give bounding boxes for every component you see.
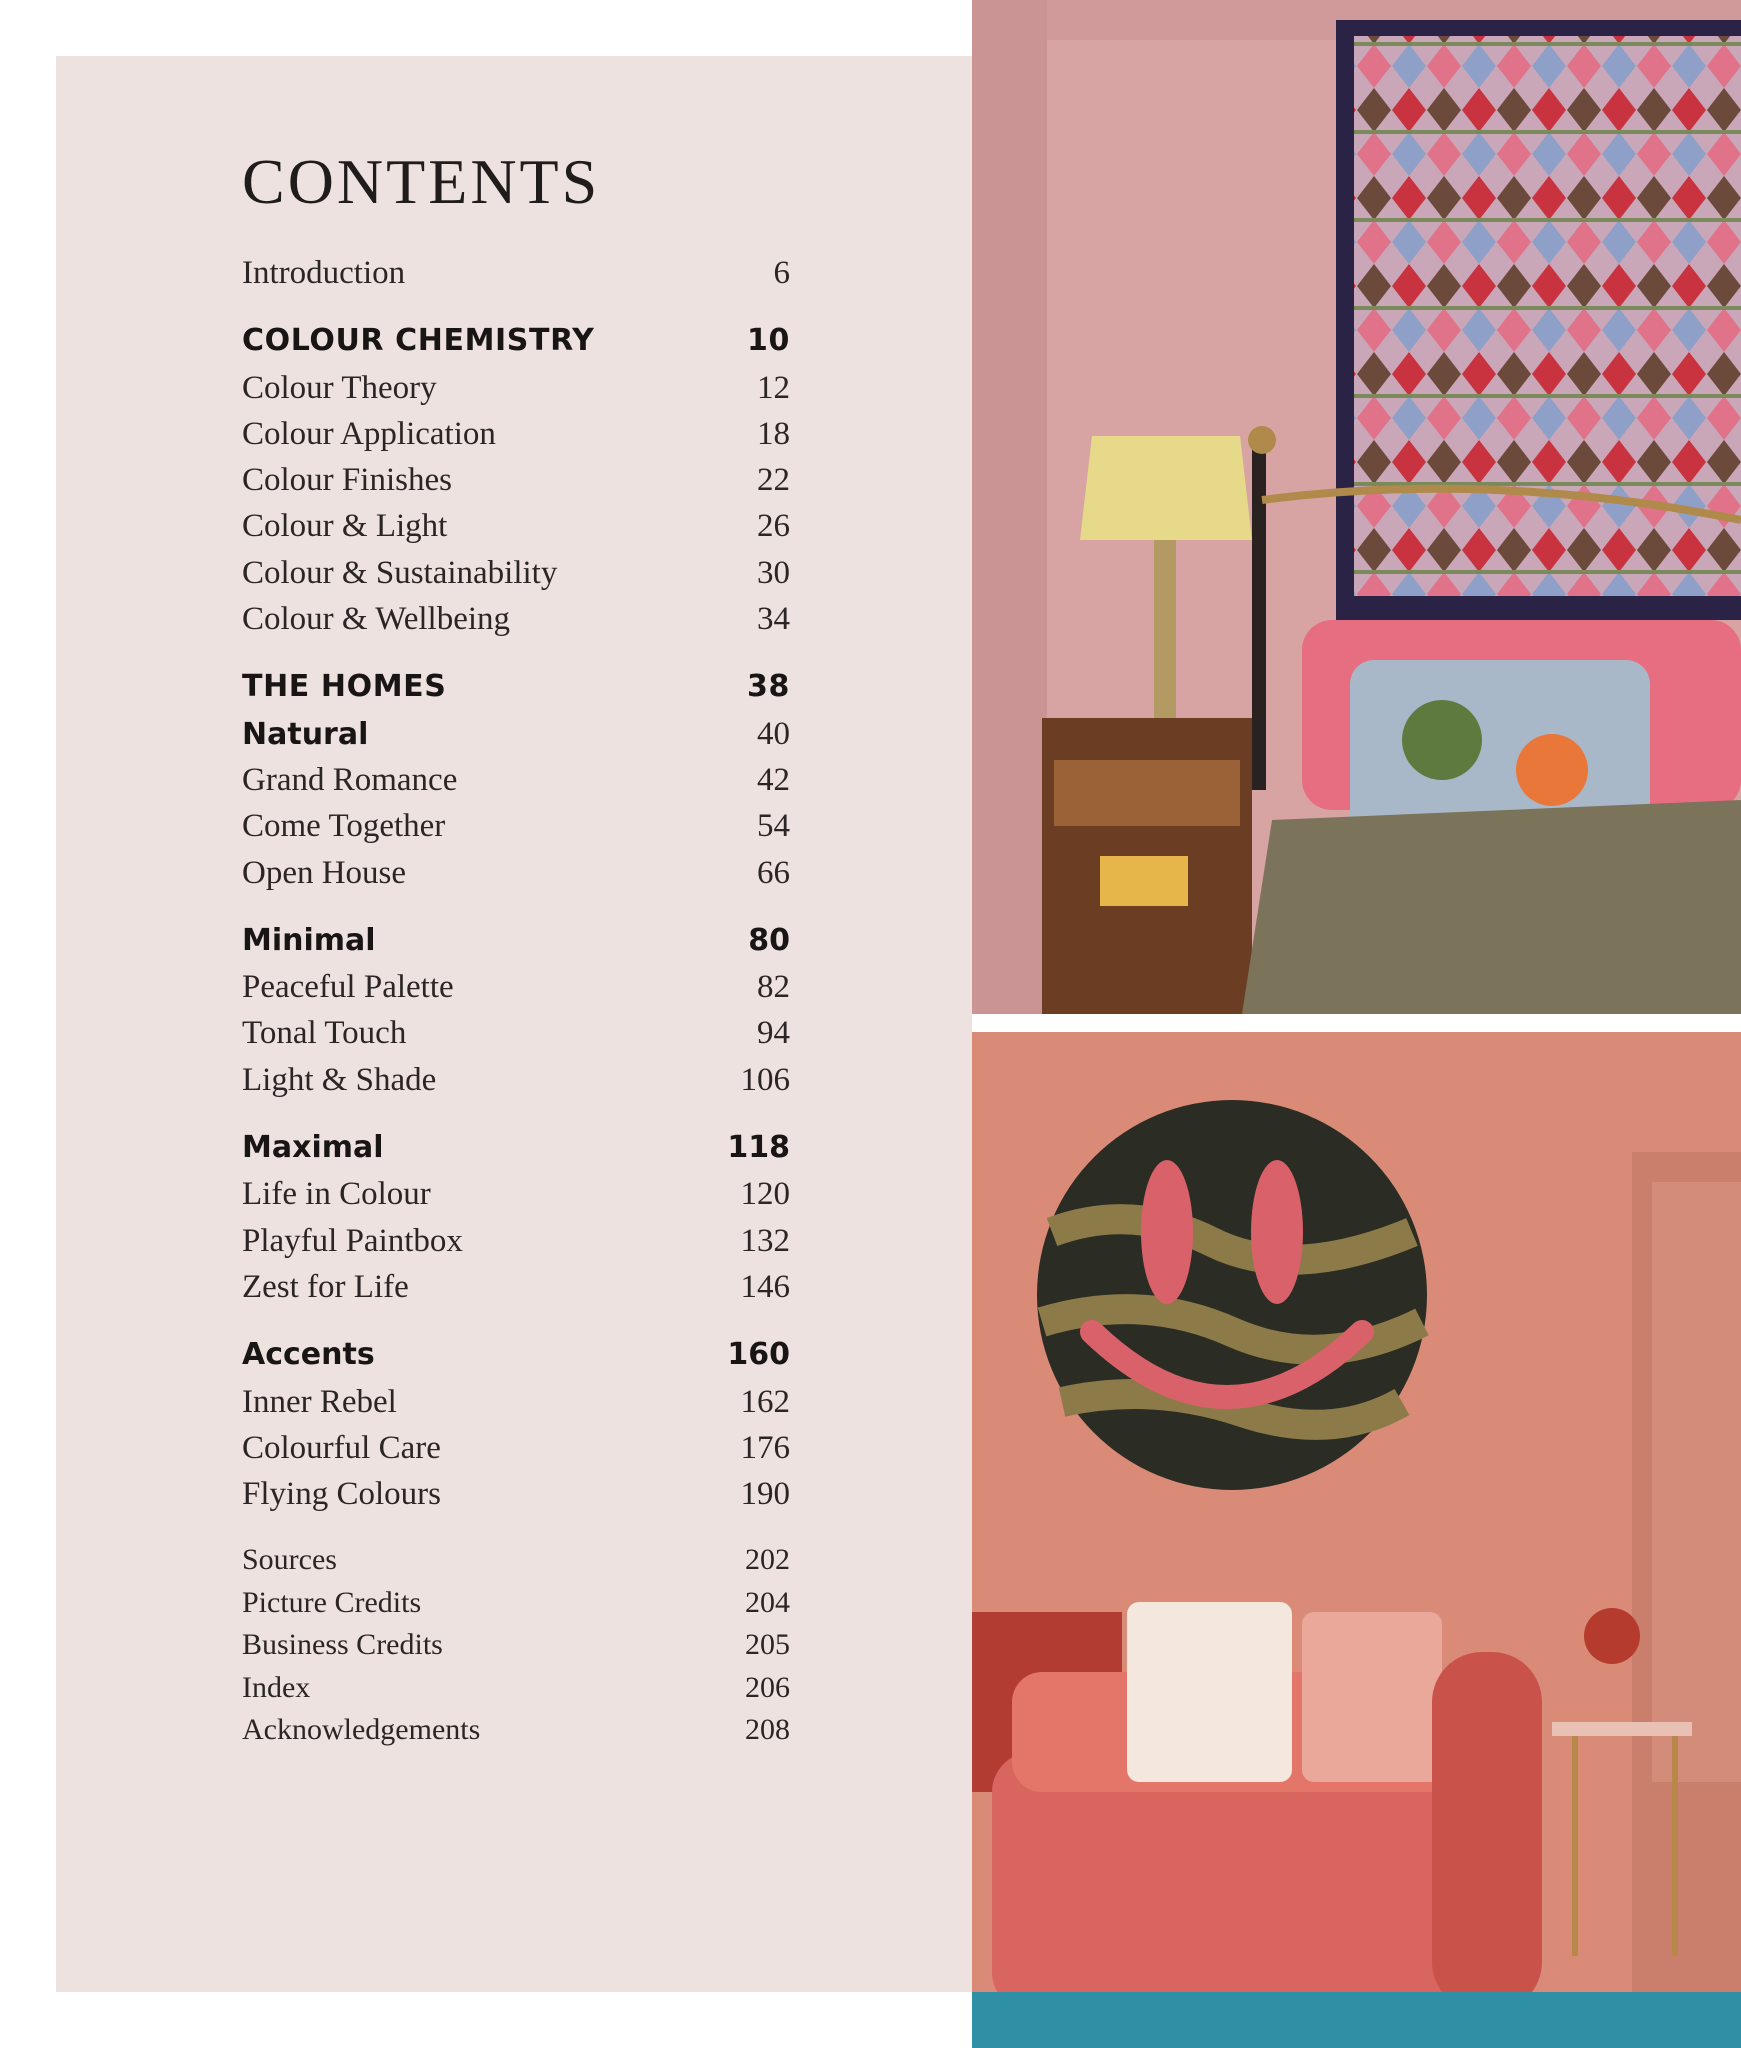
toc-entry-page: 202 [745,1543,790,1577]
toc-title: CONTENTS [242,146,601,217]
toc-entry [242,1539,790,1582]
toc-entry-label: Playful Paintbox [242,1222,463,1259]
toc-entry-label: Colour & Wellbeing [242,601,511,638]
toc-entry [242,503,790,549]
toc-entry-label: Zest for Life [242,1268,409,1305]
toc-entry [242,1582,790,1625]
toc-entry-label: Sources [242,1543,337,1577]
toc-entry-page: 12 [757,369,790,406]
toc-entry [242,1057,790,1103]
toc-group-accents [242,1332,790,1517]
toc-group-the-homes [242,664,790,895]
toc-entry-page: 10 [747,323,790,359]
toc-entry-page: 205 [745,1628,790,1662]
table-of-contents [242,250,790,1774]
toc-entry-page: 146 [740,1268,790,1305]
toc-entry-page: 18 [757,415,790,452]
toc-entry [242,1425,790,1471]
living-room-photo [972,1032,1741,2048]
toc-entry-page: 66 [757,854,790,891]
toc-entry-label: Index [242,1670,311,1704]
toc-entry-label: Natural [242,716,369,752]
toc-entry-label: COLOUR CHEMISTRY [242,323,595,359]
toc-entry-page: 22 [757,462,790,499]
toc-entry-label: Maximal [242,1130,384,1166]
toc-group-introduction [242,250,790,296]
toc-entry-label: Tonal Touch [242,1015,407,1052]
toc-entry-page: 54 [757,808,790,845]
toc-subsection-heading [242,711,790,757]
toc-entry-page: 82 [757,969,790,1006]
toc-entry-label: Introduction [242,255,406,291]
toc-entry [242,964,790,1010]
toc-entry-page: 94 [757,1015,790,1052]
toc-entry-page: 160 [727,1337,790,1373]
toc-entry-label: Grand Romance [242,761,458,798]
toc-entry-label: Peaceful Palette [242,969,454,1006]
toc-subsection-heading [242,1332,790,1378]
toc-entry-label: Light & Shade [242,1061,437,1098]
toc-entry [242,596,790,642]
toc-entry-label: THE HOMES [242,669,447,705]
toc-entry-label: Come Together [242,808,446,845]
toc-group-colour-chemistry [242,318,790,642]
toc-entry-introduction [242,250,790,296]
toc-entry-page: 38 [747,669,790,705]
toc-entry [242,457,790,503]
toc-entry-label: Life in Colour [242,1176,431,1213]
toc-group-back-matter [242,1539,790,1752]
toc-entry-label: Colour Theory [242,369,437,406]
toc-entry-page: 42 [757,761,790,798]
toc-entry [242,550,790,596]
toc-entry-label: Colour Finishes [242,462,452,499]
toc-entry-page: 106 [740,1061,790,1098]
toc-entry [242,1471,790,1517]
toc-entry-page: 120 [740,1176,790,1213]
toc-subsection-heading [242,918,790,964]
toc-entry-label: Colour & Sustainability [242,554,558,591]
toc-entry-page: 208 [745,1713,790,1747]
toc-entry [242,1379,790,1425]
toc-entry [242,1709,790,1752]
toc-entry-label: Picture Credits [242,1585,422,1619]
toc-entry [242,1010,790,1056]
toc-entry-label: Flying Colours [242,1476,441,1513]
toc-entry [242,1667,790,1710]
toc-entry-label: Acknowledgements [242,1713,481,1747]
toc-entry-page: 26 [757,508,790,545]
toc-entry-label: Colourful Care [242,1429,441,1466]
toc-entry-label: Open House [242,854,407,891]
toc-entry-page: 118 [727,1130,790,1166]
toc-entry-page: 190 [740,1476,790,1513]
toc-group-minimal [242,918,790,1103]
toc-entry-page: 132 [740,1222,790,1259]
toc-entry-label: Minimal [242,922,376,958]
toc-entry-label: Colour & Light [242,508,448,545]
toc-entry-page: 40 [757,715,790,752]
toc-entry [242,1624,790,1667]
toc-entry [242,1218,790,1264]
toc-entry [242,1264,790,1310]
toc-entry [242,411,790,457]
toc-entry-page: 204 [745,1585,790,1619]
toc-entry [242,1171,790,1217]
toc-entry [242,757,790,803]
toc-entry-page: 6 [773,255,790,291]
toc-entry-label: Accents [242,1337,375,1373]
toc-entry-page: 80 [748,922,790,958]
toc-entry [242,803,790,849]
toc-entry-page: 30 [757,554,790,591]
bedroom-photo [972,0,1741,1014]
toc-entry-page: 206 [745,1670,790,1704]
toc-entry [242,365,790,411]
bedroom-illustration [972,0,1741,1014]
toc-entry-page: 34 [757,601,790,638]
toc-section-heading [242,664,790,710]
toc-section-heading [242,318,790,364]
toc-entry-page: 162 [740,1383,790,1420]
toc-entry [242,850,790,896]
toc-subsection-heading [242,1125,790,1171]
toc-group-maximal [242,1125,790,1310]
toc-entry-label: Business Credits [242,1628,443,1662]
toc-entry-label: Inner Rebel [242,1383,397,1420]
toc-entry-page: 176 [740,1429,790,1466]
living-room-illustration [972,1032,1741,2048]
toc-entry-label: Colour Application [242,415,496,452]
